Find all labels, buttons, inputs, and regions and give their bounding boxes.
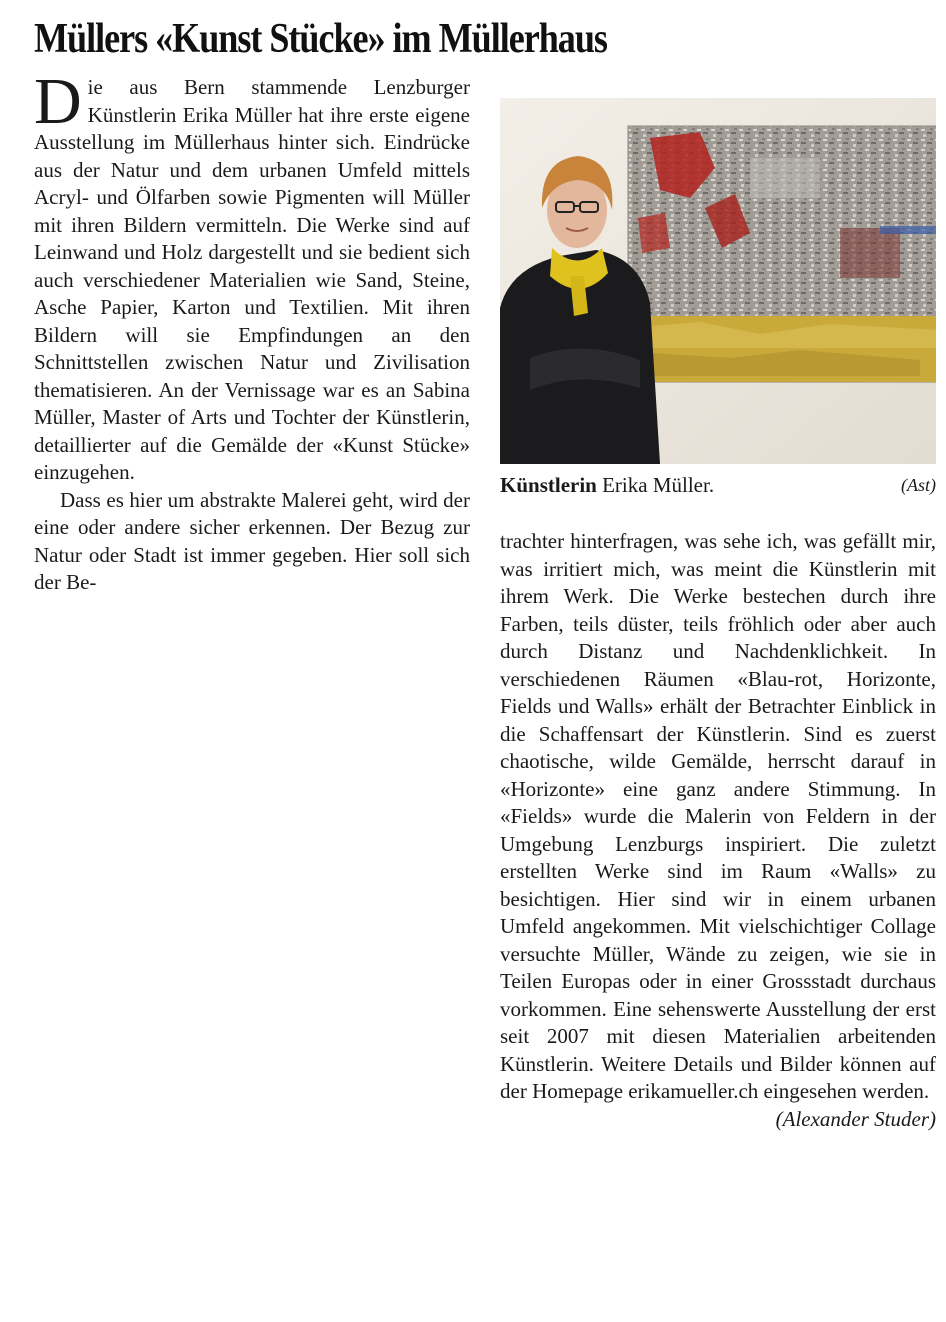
paragraph-second: Dass es hier um abstrakte Malerei geht, wird der eine oder andere sicher erkennen. Der Bezug zur Natur oder Stadt ist immer gegeben. Hier soll sich der Be- xyxy=(34,487,470,594)
photo-credit: (Ast) xyxy=(901,475,936,495)
article-headline: Müllers «Kunst Stücke» im Müllerhaus xyxy=(34,16,607,62)
photo-artist-with-painting xyxy=(500,98,936,464)
paragraph-continued-text: trachter hinterfragen, was sehe ich, was gefällt mir, was irritiert mich, was meint die Künstlerin mit ihrem Werk. Die Werke bestechen durch ihre Farben, teils düster, teils fröhlich oder aber auch durch Distanz und Nachdenklichkeit. In verschiedenen Räumen «Blau-rot, Horizonte, Fields und Walls» erhält der Betrachter Einblick in die Schaffensart der Künstlerin. Sind es zuerst chaotische, wilde Gemälde, herrscht darauf in «Horizonte» eine ganz andere Stimmung. In «Fields» wurde die Malerin von Feldern in der Umgebung Lenzburgs inspiriert. Die zuletzt erstellten Werke sind im Raum «Walls» zu besichtigen. Hier sind wir in einem urbanen Umfeld angekommen. Mit vielschichtiger Collage versuchte Müller, Wände zu zeigen, wie sie in Teilen Europas oder in einer Grossstadt durchaus vorkommen. Eine sehenswerte Ausstellung der erst seit 2007 mit diesen Materialien arbeitenden Künstlerin. Weitere Details und Bilder können auf der Homepage erikamueller.ch eingesehen werden. xyxy=(500,529,936,1103)
drop-cap: D xyxy=(34,65,82,138)
author-byline: (Alexander Studer) xyxy=(775,1106,936,1131)
painting xyxy=(628,126,936,382)
caption-label: Künstlerin xyxy=(500,473,597,497)
article-column-right xyxy=(500,528,936,1133)
article-column-left xyxy=(34,65,470,597)
caption-text: Erika Müller. xyxy=(596,473,715,497)
paragraph-continued xyxy=(500,528,936,1131)
paragraph-intro-text: ie aus Bern stammende Lenzburger Künstlerin Erika Müller hat ihre erste eigene Ausstellung im Müllerhaus hinter sich. Eindrücke aus der Natur und dem urbanen Umfeld mittels Acryl- und Ölfarben sowie Pigmenten will Müller mit ihren Bildern vermitteln. Die Werke sind auf Leinwand und Holz dargestellt und sie bedient sich auch verschiedener Materialien wie Sand, Steine, Asche Papier, Karton und Textilien. Mit ihren Bildern will sie Empfindungen an den Schnittstellen zwischen Natur und Zivilisation thematisieren. An der Vernissage war es an Sabina Müller, Master of Arts und Tochter der Künstlerin, detaillierter auf die Gemälde der «Kunst Stücke» einzugehen. xyxy=(34,75,470,484)
article-photo xyxy=(500,98,936,464)
photo-caption xyxy=(500,470,936,500)
paragraph-intro xyxy=(34,65,470,487)
